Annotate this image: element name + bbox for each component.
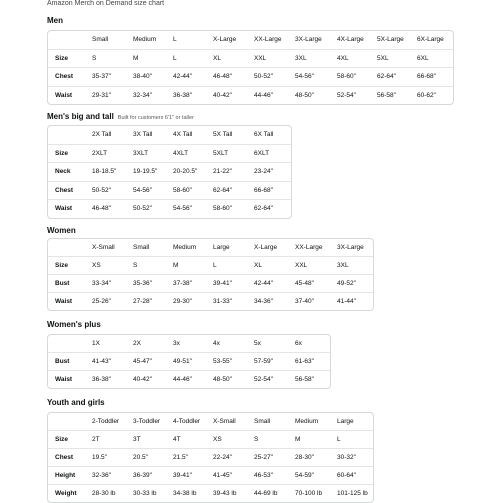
table-cell: 45-47" xyxy=(133,358,152,365)
table-cell: 21.5" xyxy=(173,454,188,461)
table-cell: 35-37" xyxy=(92,73,111,81)
row-label: Bust xyxy=(55,280,70,287)
table-cell: 41-44" xyxy=(337,298,356,305)
table-cell: 6XLT xyxy=(254,149,270,157)
table-cell: 25-27" xyxy=(254,454,273,461)
table-cell: 3XLT xyxy=(133,149,149,157)
table-cell: 41-45" xyxy=(213,472,232,479)
column-header: Small xyxy=(254,418,271,425)
table-cell: 22-24" xyxy=(213,454,232,461)
table-row xyxy=(48,370,330,388)
document-title: Amazon Merch on Demand size chart xyxy=(47,0,165,7)
table-row xyxy=(48,86,453,105)
table-cell: 53-55" xyxy=(213,358,232,365)
table-cell: 40-42" xyxy=(213,91,232,99)
table-cell: 4T xyxy=(173,436,181,443)
table-cell: 39-41" xyxy=(173,472,192,479)
row-label: Size xyxy=(55,262,69,269)
table-cell: XXL xyxy=(295,262,308,269)
column-header: Small xyxy=(92,36,109,44)
table-cell: 19.5" xyxy=(92,454,107,461)
table-cell: 46-48" xyxy=(92,205,111,213)
table-cell: 66-68" xyxy=(417,73,436,81)
column-header: 4X Tall xyxy=(173,131,193,139)
row-label: Chest xyxy=(55,186,74,194)
row-label: Waist xyxy=(55,298,73,305)
table-cell: 21-22" xyxy=(213,168,232,176)
table-cell: 44-69 lb xyxy=(254,490,278,497)
column-header: 3-Toddler xyxy=(133,418,161,425)
table-cell: 44-46" xyxy=(254,91,273,99)
table-cell: XS xyxy=(92,262,101,269)
table-cell: 36-38" xyxy=(173,91,192,99)
column-header: L xyxy=(173,36,177,44)
row-label: Waist xyxy=(55,205,73,213)
column-header: Small xyxy=(133,244,150,251)
table-cell: L xyxy=(213,262,217,269)
table-cell: 61-63" xyxy=(295,358,314,365)
table-cell: 41-43" xyxy=(92,358,111,365)
row-label: Chest xyxy=(55,454,74,461)
table-cell: 25-26" xyxy=(92,298,111,305)
table-header-row xyxy=(48,31,453,49)
table-cell: 23-24" xyxy=(254,168,273,176)
column-header: 4-Toddler xyxy=(173,418,201,425)
table-cell: 34-38 lb xyxy=(173,490,197,497)
table-cell: 60-64" xyxy=(337,472,356,479)
table-cell: 5XLT xyxy=(213,149,229,157)
mens-big-tall-section-title xyxy=(47,112,194,121)
table-cell: XL xyxy=(254,262,262,269)
table-cell: 32-34" xyxy=(133,91,152,99)
row-label: Neck xyxy=(55,168,71,176)
table-cell: 52-54" xyxy=(337,91,356,99)
column-header: 2X Tall xyxy=(92,131,112,139)
column-header: Medium xyxy=(173,244,197,251)
table-cell: 57-59" xyxy=(254,358,273,365)
table-row xyxy=(48,484,373,502)
table-cell: 28-30" xyxy=(295,454,314,461)
table-cell: 37-38" xyxy=(173,280,192,287)
column-header: Medium xyxy=(133,36,157,44)
table-cell: 19-19.5" xyxy=(133,168,158,176)
table-cell: 40-42" xyxy=(133,376,152,383)
men-section-title xyxy=(47,16,63,25)
column-header: 5x xyxy=(254,340,261,347)
table-cell: 49-51" xyxy=(173,358,192,365)
table-row xyxy=(48,162,291,181)
womens-plus-section-title xyxy=(47,320,101,329)
table-cell: 42-44" xyxy=(173,73,192,81)
table-cell: 4XLT xyxy=(173,149,189,157)
table-cell: M xyxy=(295,436,301,443)
table-cell: 50-52" xyxy=(254,73,273,81)
table-cell: 46-48" xyxy=(213,73,232,81)
table-cell: 49-52" xyxy=(337,280,356,287)
column-header: 4x xyxy=(213,340,220,347)
table-row xyxy=(48,256,373,274)
table-cell: XXL xyxy=(254,54,267,62)
column-header: 6X Tall xyxy=(254,131,274,139)
table-row xyxy=(48,466,373,484)
table-row xyxy=(48,274,373,292)
table-cell: 45-48" xyxy=(295,280,314,287)
table-cell: 39-43 lb xyxy=(213,490,237,497)
table-row xyxy=(48,448,373,466)
column-header: XX-Large xyxy=(295,244,323,251)
table-cell: 29-30" xyxy=(173,298,192,305)
table-cell: 31-33" xyxy=(213,298,232,305)
table-cell: 36-38" xyxy=(92,376,111,383)
table-cell: 70-100 lb xyxy=(295,490,323,497)
table-row xyxy=(48,144,291,163)
table-cell: 46-53" xyxy=(254,472,273,479)
table-cell: 44-46" xyxy=(173,376,192,383)
table-cell: 54-59" xyxy=(295,472,314,479)
table-cell: 38-40" xyxy=(133,73,152,81)
table-cell: 58-60" xyxy=(173,186,192,194)
women-size-table xyxy=(47,238,374,311)
table-cell: 30-33 lb xyxy=(133,490,157,497)
column-header: XX-Large xyxy=(254,36,282,44)
women-section-title xyxy=(47,226,76,235)
table-cell: L xyxy=(337,436,341,443)
table-cell: 48-50" xyxy=(295,91,314,99)
table-cell: 36-39" xyxy=(133,472,152,479)
table-cell: 56-58" xyxy=(377,91,396,99)
table-cell: 29-31" xyxy=(92,91,111,99)
table-cell: 62-64" xyxy=(377,73,396,81)
table-cell: 20-20.5" xyxy=(173,168,198,176)
section-note: Built for customers 6'1" or taller xyxy=(117,115,194,121)
table-cell: 35-36" xyxy=(133,280,152,287)
column-header: 3X-Large xyxy=(295,36,322,44)
table-cell: 33-34" xyxy=(92,280,111,287)
table-row xyxy=(48,430,373,448)
table-header-row xyxy=(48,413,373,430)
table-cell: 58-60" xyxy=(213,205,232,213)
row-label: Height xyxy=(55,472,76,479)
row-label: Size xyxy=(55,54,69,62)
table-cell: 37-40" xyxy=(295,298,314,305)
row-label: Waist xyxy=(55,91,73,99)
table-header-row xyxy=(48,335,330,352)
table-row xyxy=(48,292,373,310)
column-header: X-Large xyxy=(213,36,237,44)
youth-girls-section-title xyxy=(47,398,105,407)
table-cell: 62-64" xyxy=(213,186,232,194)
table-header-row xyxy=(48,239,373,256)
table-cell: M xyxy=(173,262,179,269)
table-cell: 5XL xyxy=(377,54,389,62)
table-cell: XS xyxy=(213,436,222,443)
column-header: 1X xyxy=(92,340,100,347)
table-cell: XL xyxy=(213,54,221,62)
section-title-text: Women's plus xyxy=(47,320,101,329)
column-header: Medium xyxy=(295,418,319,425)
column-header: X-Small xyxy=(213,418,236,425)
youth-girls-size-table xyxy=(47,412,374,503)
table-row xyxy=(48,67,453,86)
column-header: 6X-Large xyxy=(417,36,444,44)
table-cell: S xyxy=(254,436,259,443)
column-header: 6x xyxy=(295,340,302,347)
row-label: Chest xyxy=(55,73,74,81)
mens-big-tall-size-table xyxy=(47,125,292,219)
column-header: 5X-Large xyxy=(377,36,404,44)
column-header: X-Large xyxy=(254,244,278,251)
table-row xyxy=(48,49,453,68)
column-header: X-Small xyxy=(92,244,115,251)
column-header: 2-Toddler xyxy=(92,418,120,425)
row-label: Bust xyxy=(55,358,70,365)
table-cell: 66-68" xyxy=(254,186,273,194)
table-cell: 50-52" xyxy=(92,186,111,194)
men-size-table xyxy=(47,30,454,105)
section-title-text: Men's big and tall xyxy=(47,112,114,121)
table-cell: M xyxy=(133,54,139,62)
table-cell: 52-54" xyxy=(254,376,273,383)
table-cell: 48-50" xyxy=(213,376,232,383)
column-header: Large xyxy=(337,418,354,425)
table-cell: 34-36" xyxy=(254,298,273,305)
table-cell: 54-56" xyxy=(295,73,314,81)
column-header: 5X Tall xyxy=(213,131,233,139)
table-cell: 2T xyxy=(92,436,100,443)
table-row xyxy=(48,199,291,218)
table-cell: S xyxy=(92,54,97,62)
table-cell: 39-41" xyxy=(213,280,232,287)
column-header: Large xyxy=(213,244,230,251)
table-row xyxy=(48,352,330,370)
table-cell: 20.5" xyxy=(133,454,148,461)
column-header: 3x xyxy=(173,340,180,347)
table-cell: 28-30 lb xyxy=(92,490,116,497)
column-header: 4X-Large xyxy=(337,36,364,44)
womens-plus-size-table xyxy=(47,334,331,389)
row-label: Weight xyxy=(55,490,77,497)
table-cell: 101-125 lb xyxy=(337,490,368,497)
table-cell: 60-62" xyxy=(417,91,436,99)
table-cell: 30-32" xyxy=(337,454,356,461)
table-cell: 6XL xyxy=(417,54,429,62)
table-cell: S xyxy=(133,262,138,269)
section-title-text: Youth and girls xyxy=(47,398,105,407)
section-title-text: Men xyxy=(47,16,63,25)
column-header: 2X xyxy=(133,340,141,347)
table-row xyxy=(48,181,291,200)
table-header-row xyxy=(48,126,291,144)
table-cell: 4XL xyxy=(337,54,349,62)
table-cell: 18-18.5" xyxy=(92,168,117,176)
row-label: Size xyxy=(55,149,69,157)
table-cell: 50-52" xyxy=(133,205,152,213)
table-cell: 32-36" xyxy=(92,472,111,479)
table-cell: 27-28" xyxy=(133,298,152,305)
table-cell: 54-56" xyxy=(173,205,192,213)
section-title-text: Women xyxy=(47,226,76,235)
row-label: Waist xyxy=(55,376,73,383)
table-cell: 3T xyxy=(133,436,141,443)
table-cell: 2XLT xyxy=(92,149,108,157)
table-cell: 58-60" xyxy=(337,73,356,81)
table-cell: 3XL xyxy=(337,262,349,269)
table-cell: 54-56" xyxy=(133,186,152,194)
table-cell: L xyxy=(173,54,177,62)
column-header: 3X Tall xyxy=(133,131,153,139)
table-cell: 56-58" xyxy=(295,376,314,383)
column-header: 3X-Large xyxy=(337,244,364,251)
table-cell: 42-44" xyxy=(254,280,273,287)
table-cell: 62-64" xyxy=(254,205,273,213)
row-label: Size xyxy=(55,436,69,443)
table-cell: 3XL xyxy=(295,54,307,62)
